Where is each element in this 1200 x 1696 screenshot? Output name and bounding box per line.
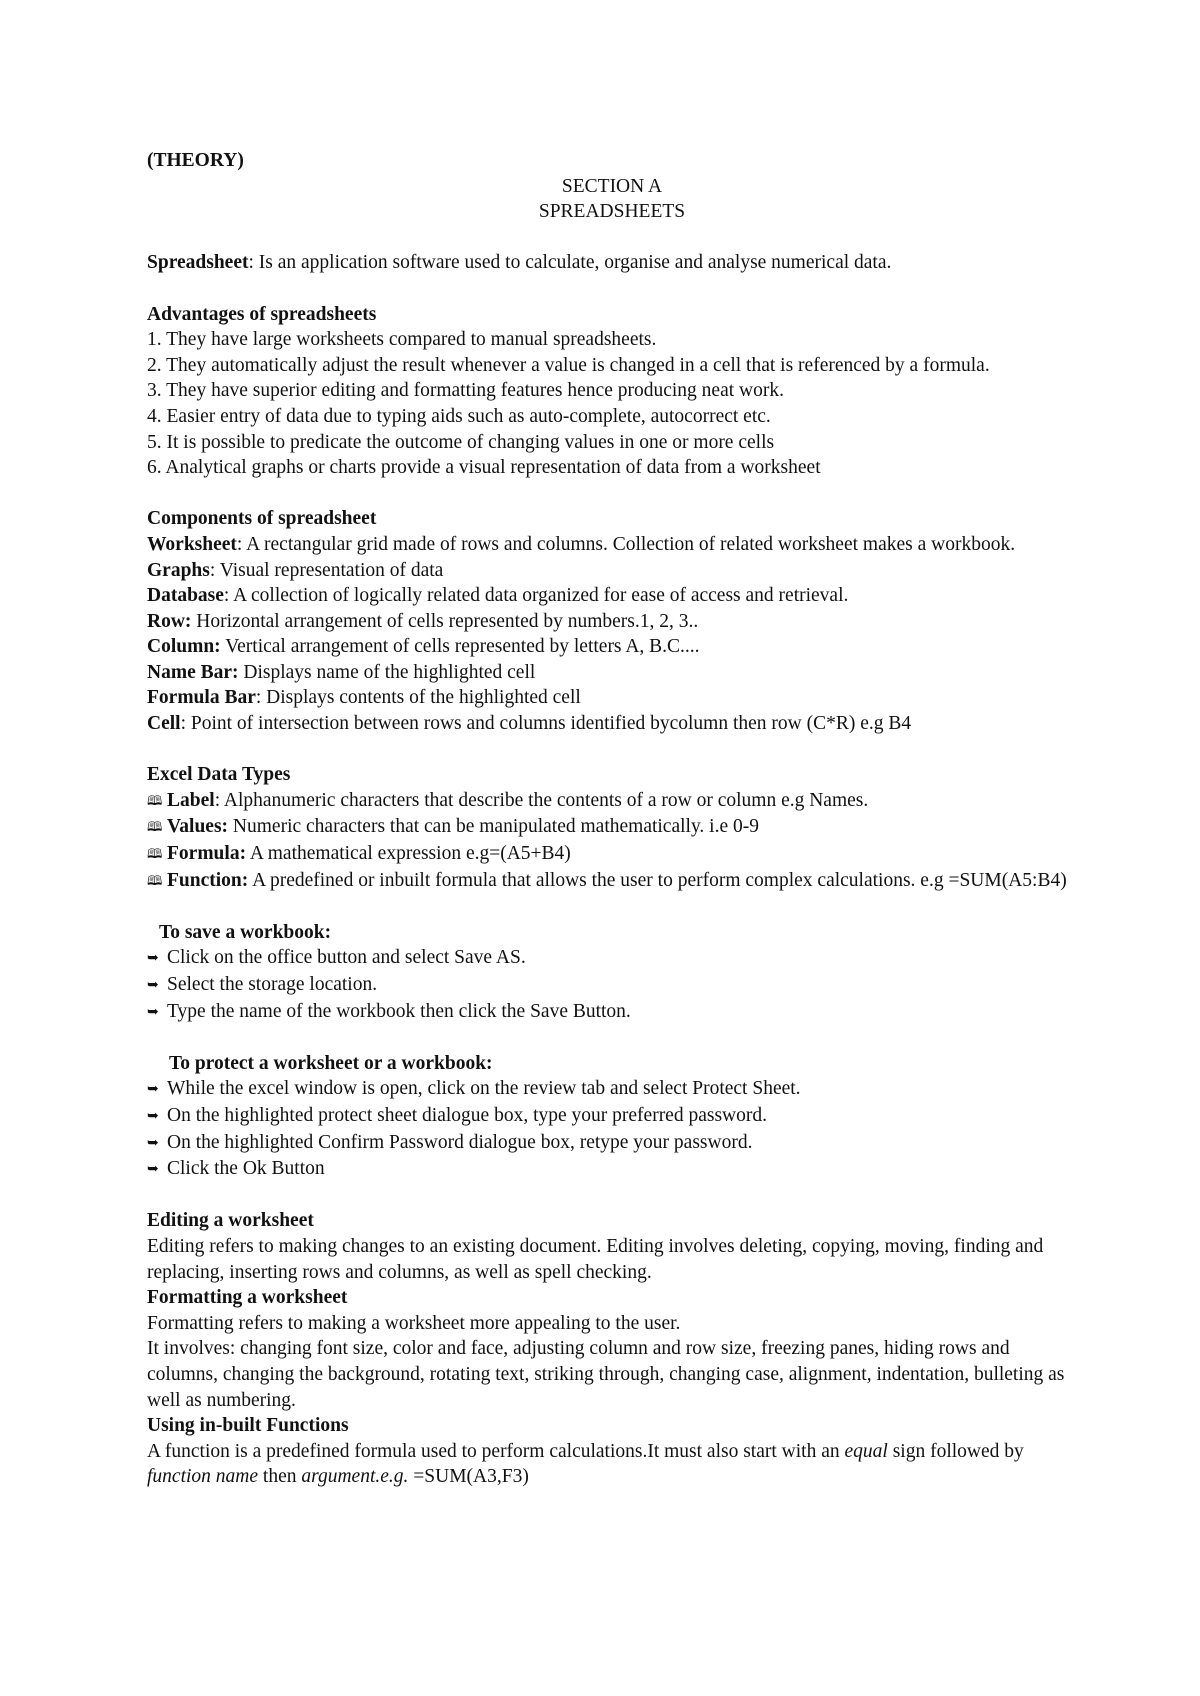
book-icon: 🕮 [147, 847, 163, 863]
component-item: Column: Vertical arrangement of cells represented by letters A, B.C.... [147, 636, 700, 658]
component-item: Graphs: Visual representation of data [147, 559, 444, 581]
editing-heading: Editing a worksheet [147, 1210, 314, 1232]
book-icon: 🕮 [147, 873, 163, 889]
component-item: Name Bar: Displays name of the highlighted cell [147, 661, 536, 683]
arrow-icon: ➥ [147, 977, 159, 993]
protect-step: ➥ Click the Ok Button [147, 1156, 1077, 1183]
arrow-icon: ➥ [147, 1134, 159, 1151]
functions-text: A function is a predefined formula used to perform calculations.It must also start with an equal sign followed by function name then argument.e.g. =SUM(A3,F3) [147, 1440, 1024, 1488]
save-heading: To save a workbook: [159, 921, 332, 943]
data-type-item: 🕮 Values: Numeric characters that can be manipulated mathematically. i.e 0-9 [147, 814, 1077, 841]
arrow-icon: ➥ [147, 1003, 159, 1020]
data-type-item: 🕮 Function: A predefined or inbuilt formula that allows the user to perform complex calculations. e.g =SUM(A5:B4) [147, 868, 1077, 895]
theory-label: (THEORY) [147, 150, 244, 171]
formatting-list: It involves: changing font size, color and face, adjusting column and row size, freezing panes, hiding rows and columns, changing the background, rotating text, striking through, changing case, alignment, indentation, bulleting as well as numbering. [147, 1338, 1065, 1411]
protect-step: ➥ On the highlighted Confirm Password dialogue box, retype your password. [147, 1130, 1077, 1157]
component-item: Worksheet: A rectangular grid made of rows and columns. Collection of related worksheet makes a workbook. [147, 533, 1016, 555]
subject-title: SPREADSHEETS [538, 201, 686, 223]
advantage-item: 1. They have large worksheets compared to manual spreadsheets. [147, 329, 657, 351]
component-item: Row: Horizontal arrangement of cells represented by numbers.1, 2, 3.. [147, 610, 699, 632]
arrow-icon: ➥ [147, 1161, 159, 1178]
book-icon: 🕮 [147, 820, 163, 836]
arrow-icon: ➥ [147, 1107, 159, 1124]
advantage-item: 2. They automatically adjust the result whenever a value is changed in a cell that is referenced by a formula. [147, 354, 990, 376]
section-title: SECTION A [561, 175, 663, 197]
book-icon: 🕮 [147, 793, 163, 809]
spreadsheet-definition: Spreadsheet: Is an application software used to calculate, organise and analyse numerical data. [147, 252, 892, 274]
advantage-item: 5. It is possible to predicate the outcome of changing values in one or more cells [147, 431, 775, 453]
advantage-item: 6. Analytical graphs or charts provide a visual representation of data from a worksheet [147, 457, 821, 479]
formatting-text: Formatting refers to making a worksheet more appealing to the user. [147, 1312, 681, 1334]
advantages-heading: Advantages of spreadsheets [147, 303, 377, 325]
save-step: ➥ Type the name of the workbook then click the Save Button. [147, 999, 1077, 1026]
component-item: Formula Bar: Displays contents of the highlighted cell [147, 687, 581, 709]
data-types-heading: Excel Data Types [147, 764, 291, 786]
advantage-item: 3. They have superior editing and formatting features hence producing neat work. [147, 380, 784, 402]
protect-step: ➥ While the excel window is open, click on the review tab and select Protect Sheet. [147, 1076, 1077, 1103]
advantage-item: 4. Easier entry of data due to typing aids such as auto-complete, autocorrect etc. [147, 405, 771, 427]
data-type-item: 🕮 Formula: A mathematical expression e.g=(A5+B4) [147, 841, 1077, 868]
protect-step: ➥ On the highlighted protect sheet dialogue box, type your preferred password. [147, 1103, 1077, 1130]
editing-text: Editing refers to making changes to an existing document. Editing involves deleting, copying, moving, finding and replacing, inserting rows and columns, as well as spell checking. [147, 1235, 1044, 1283]
component-item: Cell: Point of intersection between rows and columns identified bycolumn then row (C*R) e.g B4 [147, 713, 912, 735]
components-heading: Components of spreadsheet [147, 508, 377, 530]
arrow-icon: ➥ [147, 1081, 159, 1098]
arrow-icon: ➥ [147, 950, 159, 967]
save-step: ➥ Click on the office button and select Save AS. [147, 945, 1077, 972]
data-type-item: 🕮 Label: Alphanumeric characters that describe the contents of a row or column e.g Names. [147, 788, 1077, 815]
save-step: ➥ Select the storage location. [147, 972, 1077, 999]
component-item: Database: A collection of logically related data organized for ease of access and retrieval. [147, 585, 849, 607]
document-body [147, 148, 1077, 1490]
functions-heading: Using in-built Functions [147, 1415, 349, 1437]
protect-heading: To protect a worksheet or a workbook: [169, 1052, 493, 1074]
formatting-heading: Formatting a worksheet [147, 1287, 348, 1309]
